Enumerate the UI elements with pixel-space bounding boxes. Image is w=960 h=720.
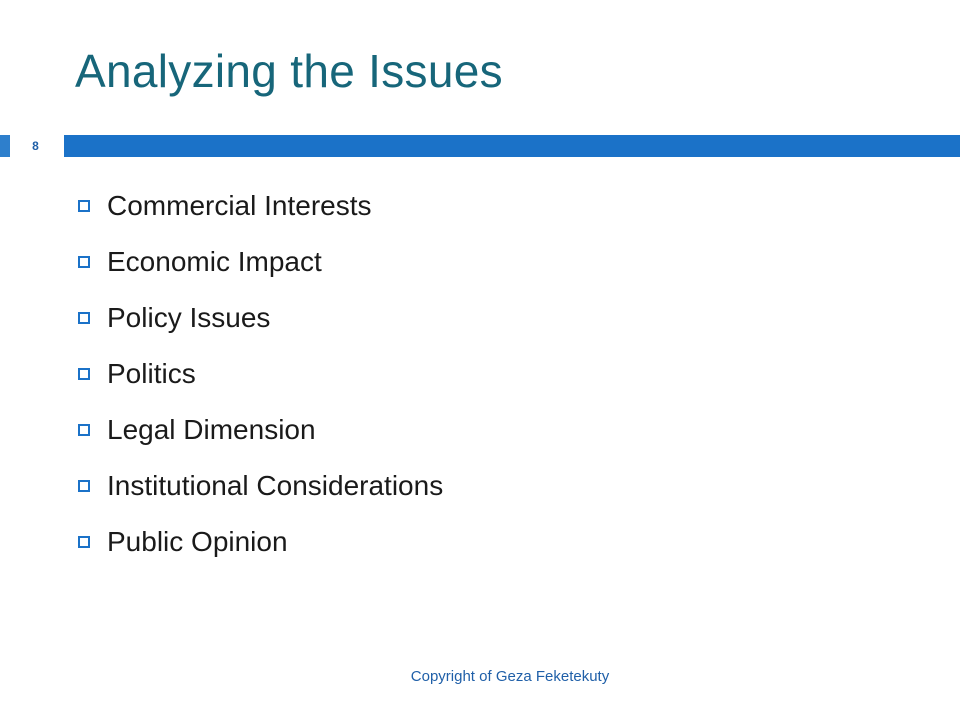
title-rule-bar xyxy=(0,135,960,157)
list-item xyxy=(78,346,443,402)
list-item xyxy=(78,458,443,514)
hollow-square-bullet-icon xyxy=(78,536,90,548)
hollow-square-bullet-icon xyxy=(78,256,90,268)
hollow-square-bullet-icon xyxy=(78,368,90,380)
bullet-label: Policy Issues xyxy=(107,302,271,333)
list-item xyxy=(78,514,443,570)
list-item xyxy=(78,402,443,458)
bullet-label: Economic Impact xyxy=(107,246,322,277)
hollow-square-bullet-icon xyxy=(78,200,90,212)
hollow-square-bullet-icon xyxy=(78,480,90,492)
bullet-label: Public Opinion xyxy=(107,526,288,557)
bullet-label: Politics xyxy=(107,358,196,389)
rule-left-segment xyxy=(0,135,10,157)
list-item xyxy=(78,234,443,290)
bullet-list xyxy=(78,178,443,570)
rule-right-segment xyxy=(64,135,960,157)
slide-title: Analyzing the Issues xyxy=(75,45,503,97)
hollow-square-bullet-icon xyxy=(78,312,90,324)
slide-number: 8 xyxy=(13,135,58,157)
bullet-label: Legal Dimension xyxy=(107,414,316,445)
list-item xyxy=(78,290,443,346)
bullet-label: Commercial Interests xyxy=(107,190,372,221)
hollow-square-bullet-icon xyxy=(78,424,90,436)
copyright-footer: Copyright of Geza Feketekuty xyxy=(410,668,610,685)
bullet-label: Institutional Considerations xyxy=(107,470,444,501)
list-item xyxy=(78,178,443,234)
